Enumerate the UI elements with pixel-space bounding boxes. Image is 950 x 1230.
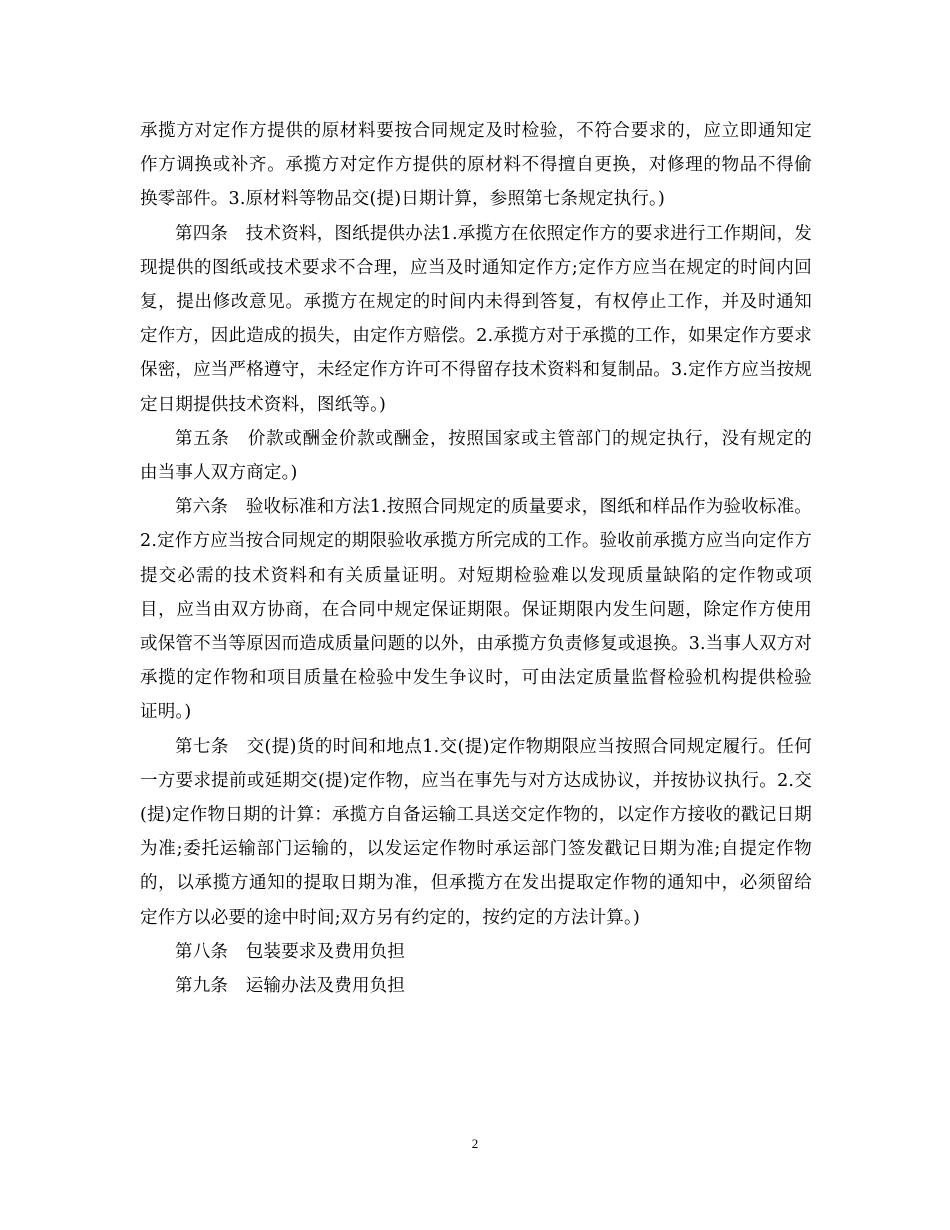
- document-body: [140, 114, 812, 1003]
- article-4-paragraph: 第四条 技术资料，图纸提供办法1.承揽方在依照定作方的要求进行工作期间，发现提供的图纸或技术要求不合理，应当及时通知定作方;定作方应当在规定的时间内回复，提出修改意见。承揽方在规定的时间内未得到答复，有权停止工作，并及时通知定作方，因此造成的损失，由定作方赔偿。2.承揽方对于承揽的工作，如果定作方要求保密，应当严格遵守，未经定作方许可不得留存技术资料和复制品。3.定作方应当按规定日期提供技术资料，图纸等。): [140, 223, 812, 415]
- article-8-paragraph: 第八条 包装要求及费用负担: [175, 941, 406, 962]
- article-7-paragraph: 第七条 交(提)货的时间和地点1.交(提)定作物期限应当按照合同规定履行。任何一方要求提前或延期交(提)定作物，应当在事先与对方达成协议，并按协议执行。2.交(提)定作物日期的计算：承揽方自备运输工具送交定作物的，以定作方接收的戳记日期为准;委托运输部门运输的，以发运定作物时承运部门签发戳记日期为准;自提定作物的，以承揽方通知的提取日期为准，但承揽方在发出提取定作物的通知中，必须留给定作方以必要的途中时间;双方另有约定的，按约定的方法计算。): [140, 736, 812, 928]
- page-number: 2: [471, 1136, 479, 1151]
- article-9-paragraph: 第九条 运输办法及费用负担: [175, 976, 406, 997]
- article-5-paragraph: 第五条 价款或酬金价款或酬金，按照国家或主管部门的规定执行，没有规定的由当事人双方商定。): [140, 428, 812, 484]
- article-6-paragraph: 第六条 验收标准和方法1.按照合同规定的质量要求，图纸和样品作为验收标准。2.定作方应当按合同规定的期限验收承揽方所完成的工作。验收前承揽方应当向定作方提交必需的技术资料和有关质量证明。对短期检验难以发现质量缺陷的定作物或项目，应当由双方协商，在合同中规定保证期限。保证期限内发生问题，除定作方使用或保管不当等原因而造成质量问题的以外，由承揽方负责修复或退换。3.当事人双方对承揽的定作物和项目质量在检验中发生争议时，可由法定质量监督检验机构提供检验证明。): [140, 497, 812, 723]
- paragraph-continuation: 承揽方对定作方提供的原材料要按合同规定及时检验，不符合要求的，应立即通知定作方调换或补齐。承揽方对定作方提供的原材料不得擅自更换，对修理的物品不得偷换零部件。3.原材料等物品交(提)日期计算，参照第七条规定执行。): [140, 121, 812, 210]
